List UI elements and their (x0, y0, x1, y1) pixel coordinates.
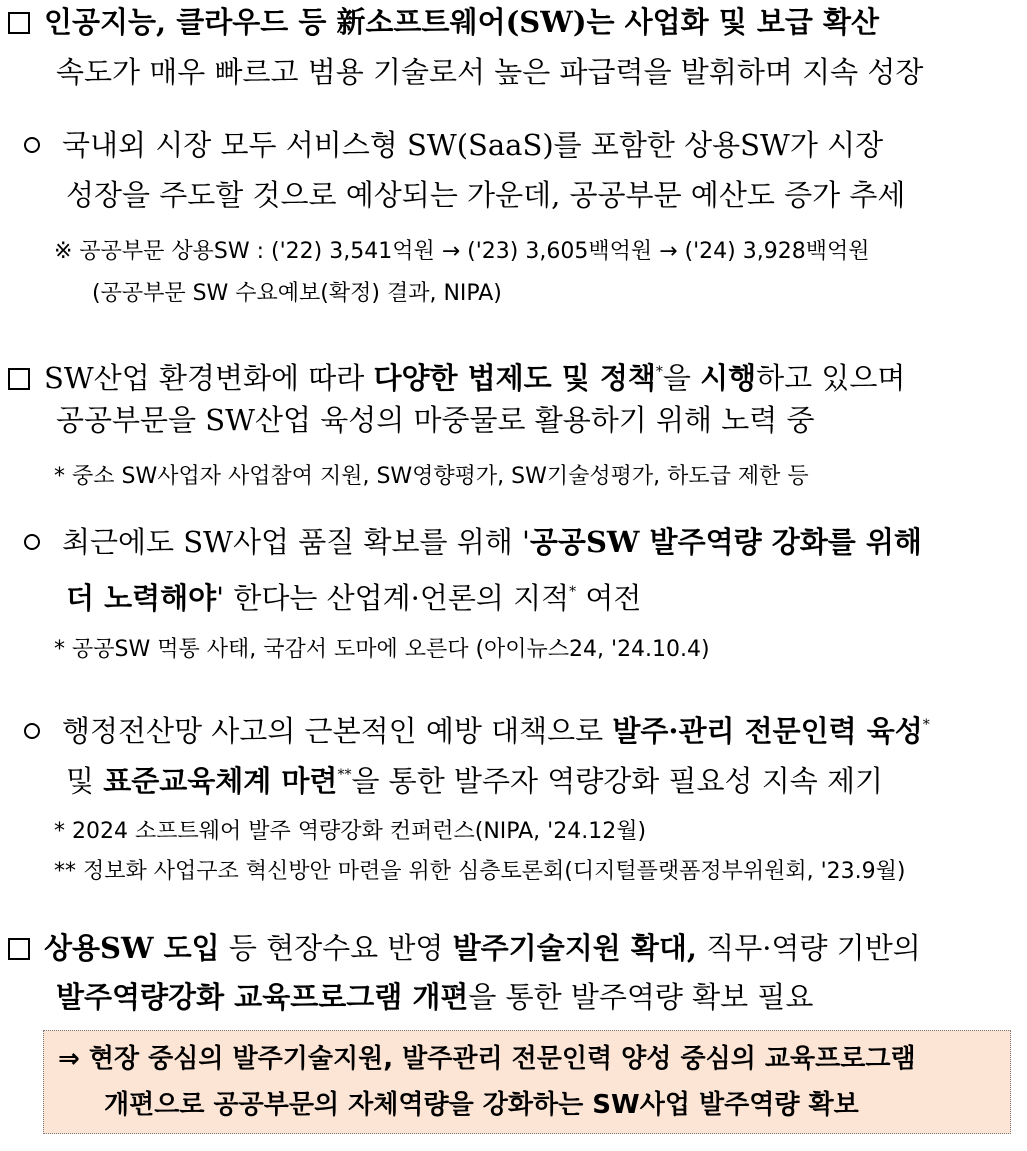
square-bullet-icon (8, 368, 30, 390)
s2-heading-c: 을 (662, 361, 701, 395)
circle-bullet-icon (24, 723, 40, 739)
section-1-heading (8, 2, 879, 42)
s3-heading-line2 (56, 977, 813, 1017)
circle-bullet-icon (24, 137, 40, 153)
s1-note-1: ※ 공공부문 상용SW : ('22) 3,541억원 → ('23) 3,605백억원 → ('24) 3,928백억원 (54, 239, 870, 264)
conclusion-line2: 개편으로 공공부문의 자체역량을 강화하는 SW사업 발주역량 확보 (104, 1090, 859, 1120)
s2-note-2: * 공공SW 먹통 사태, 국감서 도마에 오른다 (아이뉴스24, '24.10.4) (54, 637, 710, 662)
s3-heading-line2-b: 을 통한 발주역량 확보 필요 (468, 980, 814, 1014)
s2-bullet-2-line2-c: 을 통한 발주자 역량강화 필요성 지속 제기 (351, 764, 884, 798)
s2-bullet-2-line2-b: 표준교육체계 마련 (103, 764, 338, 798)
s3-heading-line2-a: 발주역량강화 교육프로그램 개편 (56, 980, 469, 1014)
s1-heading-line2: 속도가 매우 빠르고 범용 기술로서 높은 파급력을 발휘하며 지속 성장 (56, 55, 924, 89)
s2-heading-a: SW산업 환경변화에 따라 (44, 361, 374, 395)
s1-bullet-1 (24, 125, 883, 165)
s2-bullet-2-line2-a: 및 (66, 764, 104, 798)
s2-bullet-1-b: 공공SW 발주역량 강화를 위해 (529, 525, 922, 559)
s1-bullet-1-line2: 성장을 주도할 것으로 예상되는 가운데, 공공부문 예산도 증가 추세 (66, 178, 906, 212)
s2-heading-line2: 공공부문을 SW산업 육성의 마중물로 활용하기 위해 노력 중 (56, 403, 815, 437)
s1-heading-text: 인공지능, 클라우드 등 新소프트웨어(SW)는 사업화 및 보급 확산 (44, 5, 880, 39)
s2-note-1: * 중소 SW사업자 사업참여 지원, SW영향평가, SW기술성평가, 하도급 제한 등 (54, 464, 809, 489)
s2-heading-sup: * (655, 364, 663, 380)
section-2-heading (8, 352, 905, 398)
s1-bullet-1-text: 국내외 시장 모두 서비스형 SW(SaaS)를 포함한 상용SW가 시장 (62, 128, 884, 162)
s1-note-1-line2: (공공부문 SW 수요예보(확정) 결과, NIPA) (92, 281, 502, 306)
square-bullet-icon (8, 12, 30, 34)
s2-bullet-1-line2-a: 더 노력해야 (66, 581, 217, 615)
s2-bullet-2-sup: * (922, 717, 930, 733)
s2-heading-e: 하고 있으며 (756, 361, 906, 395)
circle-bullet-icon (24, 534, 40, 550)
s2-bullet-1-a: 최근에도 SW사업 품질 확보를 위해 ' (62, 525, 530, 559)
s2-bullet-2-b: 발주·관리 전문인력 육성 (612, 714, 923, 748)
s2-bullet-1-line2 (66, 572, 641, 618)
conclusion-line1: ⇒ 현장 중심의 발주기술지원, 발주관리 전문인력 양성 중심의 교육프로그램 (58, 1044, 916, 1074)
s2-bullet-1 (24, 522, 922, 562)
s3-heading-d: 직무·역량 기반의 (696, 931, 921, 965)
square-bullet-icon (8, 938, 30, 960)
s2-bullet-2 (24, 705, 930, 751)
conclusion-box (43, 1030, 1011, 1134)
s2-bullet-1-line2-c: 여전 (576, 581, 642, 615)
s2-note-3: * 2024 소프트웨어 발주 역량강화 컨퍼런스(NIPA, '24.12월) (54, 819, 647, 844)
s2-bullet-2-line2-sup: ** (337, 767, 352, 783)
s2-bullet-2-line2 (66, 755, 883, 801)
s2-bullet-2-a: 행정전산망 사고의 근본적인 예방 대책으로 (62, 714, 613, 748)
s2-bullet-1-line2-b: ' 한다는 산업계·언론의 지적 (216, 581, 570, 615)
s3-heading-b: 등 현장수요 반영 (219, 931, 453, 965)
s2-note-4: ** 정보화 사업구조 혁신방안 마련을 위한 심층토론회(디지털플랫폼정부위원회, '23.9월) (54, 859, 906, 884)
s3-heading-a: 상용SW 도입 (44, 931, 220, 965)
s2-heading-d: 시행 (700, 361, 757, 395)
section-3-heading (8, 928, 921, 968)
s3-heading-c: 발주기술지원 확대, (452, 931, 697, 965)
s2-bullet-1-line2-sup: * (569, 584, 577, 600)
s2-heading-b: 다양한 법제도 및 정책 (373, 361, 656, 395)
